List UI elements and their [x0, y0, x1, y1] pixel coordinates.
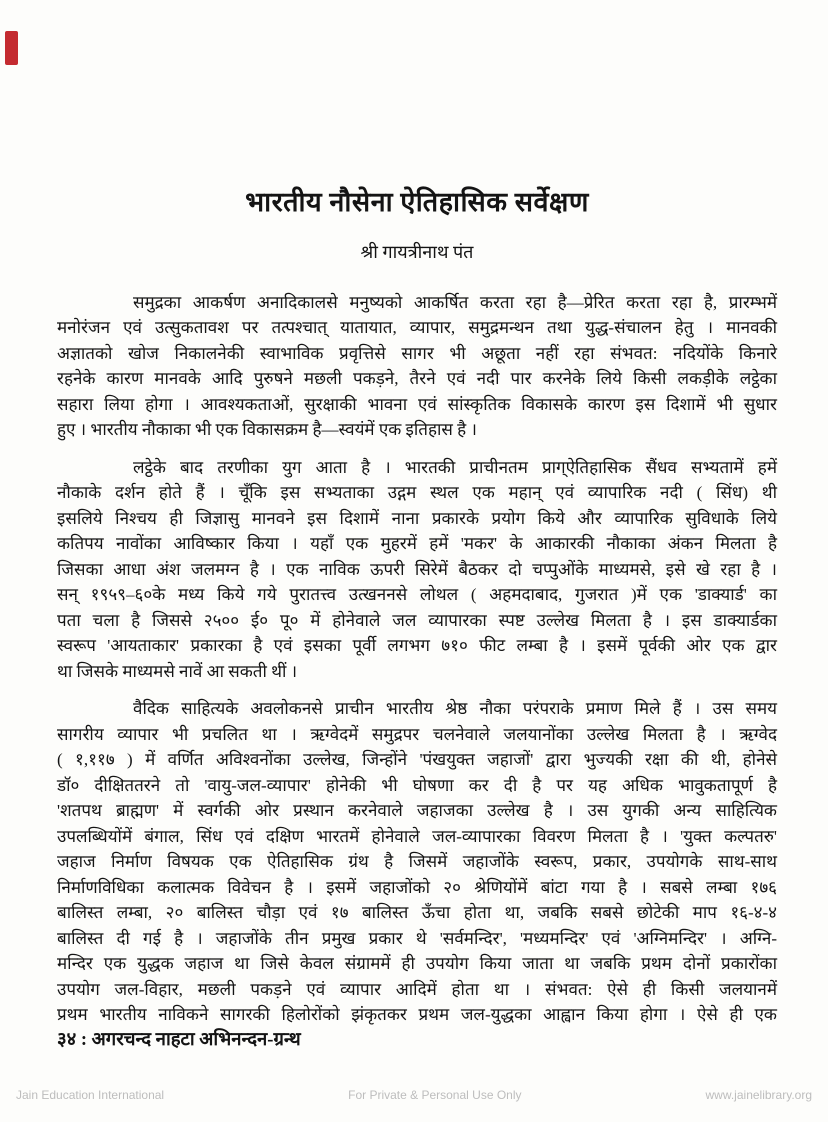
text-line: वैदिक साहित्यके अवलोकनसे प्राचीन भारतीय श्रेष्ठ नौका परंपराके प्रमाण मिले हैं । उस समय — [133, 699, 777, 719]
text-line: उपयोग जल-विहार, मछली पकड़ने एवं व्यापार आदिमें होता था । संभवत: ऐसे ही किसी जलयानमें — [57, 979, 777, 999]
text-line: जिसका आधा अंश जलमग्न है । एक नाविक ऊपरी सिरेमें बैठकर दो चप्पुओंके माध्यमसे, इसे खे रहा है । — [57, 559, 777, 579]
text-line: सागरीय व्यापार भी प्रचलित था । ऋग्वेदमें समुद्रपर चलनेवाले जलयानोंका उल्लेख मिलता है । ऋग्वेद — [57, 724, 777, 744]
text-line: कतिपय नावोंका आविष्कार किया । यहाँ एक मुहरमें हमें 'मकर' के आकारकी नौकाका अंकन मिलता है — [57, 534, 777, 554]
text-line: ( १,११७ ) में वर्णित अविश्वनोंका उल्लेख, जिन्होंने 'पंखयुक्त जहाजों' द्वारा भुज्यकी रक्षा की थी, होनेसे — [57, 750, 777, 770]
paragraph — [57, 455, 777, 685]
text-line: नौकाके दर्शन होते हैं । चूँकि इस सभ्यताका उद्गम स्थल एक महान् एवं व्यापारिक नदी ( सिंध) थी — [57, 483, 777, 503]
text-line: अज्ञातको खोज निकालनेकी स्वाभाविक प्रवृत्तिसे सागर भी अछूता नहीं रहा संभवत: नदियोंके किनारे — [57, 343, 777, 363]
credit-right: www.jainelibrary.org — [705, 1088, 812, 1102]
credit-left: Jain Education International — [16, 1088, 165, 1102]
text-line: उपलब्धियोंमें बंगाल, सिंध एवं दक्षिण भारतमें होनेवाले जल-व्यापारका विवरण मिलता है । 'युक्त कल्पतरु' — [57, 826, 777, 846]
text-line: था जिसके माध्यमसे नावें आ सकती थीं । — [57, 661, 298, 681]
page-content — [57, 186, 777, 1028]
text-line: डॉ० दीक्षिततरने तो 'वायु-जल-व्यापार' होनेकी भी घोषणा कर दी है पर यह अधिक भावुकतापूर्ण है — [57, 775, 777, 795]
paragraph — [57, 696, 777, 1028]
body-text — [57, 290, 777, 1028]
article-title: भारतीय नौसेना ऐतिहासिक सर्वेक्षण — [245, 187, 589, 217]
red-scan-mark — [5, 31, 18, 65]
author-name: श्री गायत्रीनाथ पंत — [360, 241, 474, 262]
scan-credit-bar — [0, 1088, 828, 1102]
text-line: प्रथम भारतीय नाविकने सागरकी हिलोरोंको झंकृतकर प्रथम जल-युद्धका आह्वान किया होगा । ऐसे ही एक — [57, 1005, 777, 1025]
text-line: जहाज निर्माण विषयक एक ऐतिहासिक ग्रंथ है जिसमें जहाजोंके स्वरूप, प्रकार, उपयोगके साथ-साथ — [57, 852, 777, 872]
credit-center: For Private & Personal Use Only — [348, 1088, 522, 1102]
text-line: स्वरूप 'आयताकार' प्रकारका है एवं इसका पूर्वी लगभग ७१० फीट लम्बा है । इसमें पूर्वकी ओर एक द्वार — [57, 636, 777, 656]
text-line: पता चला है जिससे २५०० ई० पू० में होनेवाले जल व्यापारका स्पष्ट उल्लेख मिलता है । इस डाक्यार्डका — [57, 610, 777, 630]
text-line: सन् १९५९–६०के मध्य किये गये पुरातत्त्व उत्खननसे लोथल ( अहमदाबाद, गुजरात )में एक 'डाक्यार्ड' का — [57, 585, 777, 605]
text-line: 'शतपथ ब्राह्मण' में स्वर्गकी ओर प्रस्थान करनेवाले जहाजका उल्लेख है । उस युगकी अन्य साहित्यिक — [57, 801, 777, 821]
text-line: हुए । भारतीय नौकाका भी एक विकासक्रम है—स्वयंमें एक इतिहास है । — [57, 420, 477, 440]
text-line: निर्माणविधिका कलात्मक विवेचन है । इसमें जहाजोंको २० श्रेणियोंमें बांटा गया है । सबसे लम्बा १७६ — [57, 877, 777, 897]
text-line: इसलिये निश्चय ही जिज्ञासु मानवने इस दिशामें नाना प्रकारके प्रयोग किये और व्यापारिक सुविधाके लिये — [57, 508, 777, 528]
page-number-footer: ३४ : अगरचन्द नाहटा अभिनन्दन-ग्रन्थ — [57, 1030, 301, 1050]
text-line: समुद्रका आकर्षण अनादिकालसे मनुष्यको आकर्षित करता रहा है—प्रेरित करता रहा है, प्रारम्भमें — [133, 292, 777, 312]
text-line: बालिस्त लम्बा, २० बालिस्त चौड़ा एवं १७ बालिस्त ऊँचा होता था, जबकि सबसे छोटेकी माप १६-४-४ — [57, 903, 777, 923]
text-line: मन्दिर एक युद्धक जहाज था जिसे केवल संग्राममें ही उपयोग किया जाता था जबकि प्रथम दोनों प्रकारोंका — [57, 954, 777, 974]
text-line: बालिस्त दी गई है । जहाजोंके तीन प्रमुख प्रकार थे 'सर्वमन्दिर', 'मध्यमन्दिर' एवं 'अग्निमन्दिर' । अग्नि- — [57, 928, 777, 948]
text-line: रहनेके कारण मानवके आदि पुरुषने मछली पकड़ने, तैरने एवं नदी पार करनेके लिये किसी लकड़ीके लट्ठेका — [57, 369, 777, 389]
text-line: लट्ठेके बाद तरणीका युग आता है । भारतकी प्राचीनतम प्राग्ऐतिहासिक सैंधव सभ्यतामें हमें — [133, 457, 777, 477]
text-line: मनोरंजन एवं उत्सुकतावश पर तत्पश्चात् यातायात, व्यापार, समुद्रमन्थन तथा युद्ध-संचालन हेतु । मानवकी — [57, 318, 777, 338]
text-line: सहारा लिया होगा । आवश्यकताओं, सुरक्षाकी भावना एवं सांस्कृतिक विकासके कारण इस दिशामें भी सुधार — [57, 394, 777, 414]
paragraph — [57, 290, 777, 443]
